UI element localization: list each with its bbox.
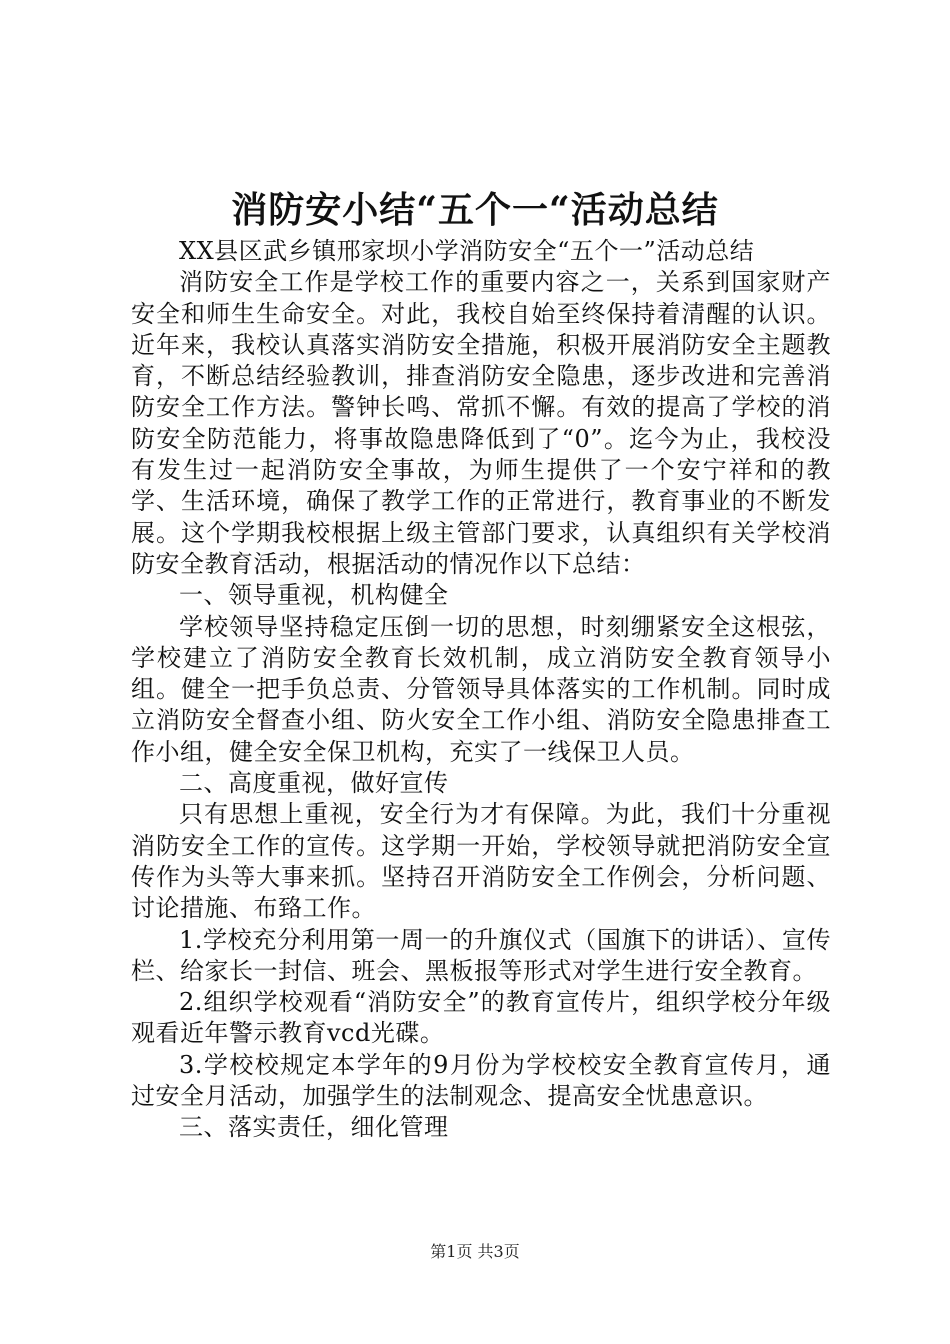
document-title: 消防安小结“五个一“活动总结: [231, 189, 719, 231]
paragraph-intro: 消防安全工作是学校工作的重要内容之一，关系到国家财产安全和师生生命安全。对此，我校自始至终保持着清醒的认识。近年来，我校认真落实消防安全措施，积极开展消防安全主题教育，不断总结经验教训，排查消防安全隐患，逐步改进和完善消防安全工作方法。警钟长鸣、常抓不懈。有效的提高了学校的消防安全防范能力，将事故隐患降低到了“0”。迄今为止，我校没有发生过一起消防安全事故，为师生提供了一个安宁祥和的教学、生活环境，确保了教学工作的正常进行，教育事业的不断发展。这个学期我校根据上级主管部门要求，认真组织有关学校消防安全教育活动，根据活动的情况作以下总结：: [131, 268, 831, 578]
paragraph-section-2: 只有思想上重视，安全行为才有保障。为此，我们十分重视消防安全工作的宣传。这学期一开始，学校领导就把消防安全宣传作为头等大事来抓。坚持召开消防安全工作例会，分析问题、讨论措施、布臵工作。: [131, 800, 831, 923]
list-item-1: 1.学校充分利用第一周一的升旗仪式（国旗下的讲话）、宣传栏、给家长一封信、班会、黑板报等形式对学生进行安全教育。: [131, 925, 831, 985]
list-item-3: 3.学校校规定本学年的9月份为学校校安全教育宣传月，通过安全月活动，加强学生的法制观念、提高安全忧患意识。: [131, 1050, 831, 1111]
section-heading-2: 二、高度重视，做好宣传: [179, 769, 449, 798]
paragraph-subtitle: XX县区武乡镇邢家坝小学消防安全“五个一”活动总结: [179, 237, 755, 265]
document-body: [131, 236, 831, 1144]
page-footer: 第1页 共3页: [430, 1242, 520, 1261]
section-heading-3: 三、落实责任，细化管理: [179, 1113, 449, 1142]
list-item-2: 2.组织学校观看“消防安全”的教育宣传片，组织学校分年级观看近年警示教育vcd光碟。: [131, 988, 831, 1048]
paragraph-section-1: 学校领导坚持稳定压倒一切的思想，时刻绷紧安全这根弦，学校建立了消防安全教育长效机制，成立消防安全教育领导小组。健全一把手负总责、分管领导具体落实的工作机制。同时成立消防安全督查小组、防火安全工作小组、消防安全隐患排查工作小组，健全安全保卫机构，充实了一线保卫人员。: [131, 612, 831, 766]
section-heading-1: 一、领导重视，机构健全: [179, 581, 449, 610]
